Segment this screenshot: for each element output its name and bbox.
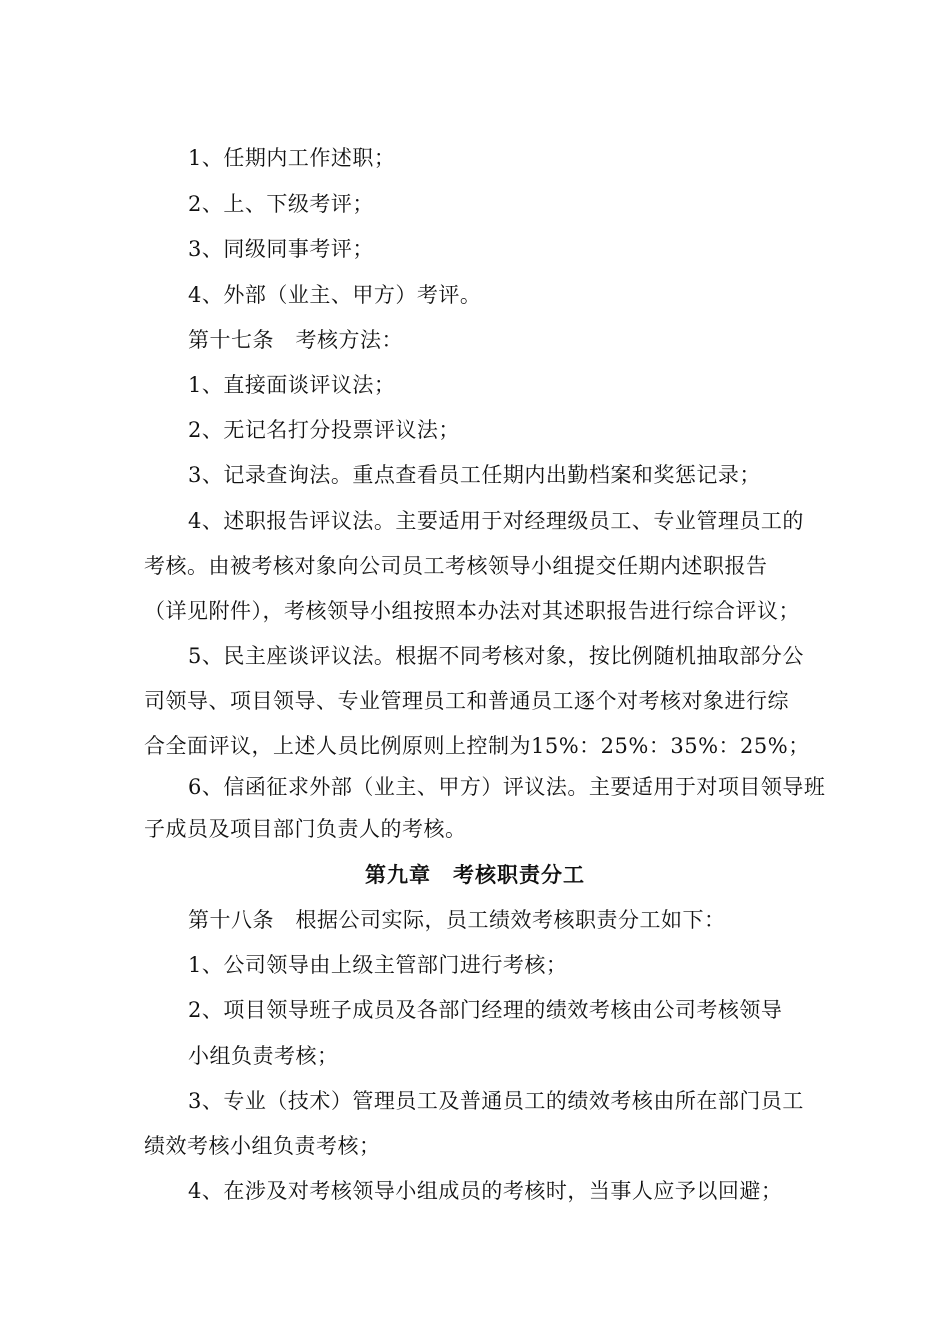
duty-item-staff-line2: 绩效考核小组负责考核； xyxy=(144,1134,381,1158)
method-item-record-query: 3、记录查询法。重点查看员工任期内出勤档案和奖惩记录； xyxy=(188,463,761,487)
duty-item-project-leaders-line2: 小组负责考核； xyxy=(188,1044,339,1068)
list-item-external-review: 4、外部（业主、甲方）考评。 xyxy=(188,283,482,307)
method-item-report-review-line2: 考核。由被考核对象向公司员工考核领导小组提交任期内述职报告 xyxy=(144,554,768,578)
method-item-report-review-line3: （详见附件），考核领导小组按照本办法对其述职报告进行综合评议； xyxy=(144,599,800,623)
list-item-superior-subordinate-review: 2、上、下级考评； xyxy=(188,192,374,216)
method-item-letter-line2: 子成员及项目部门负责人的考核。 xyxy=(144,817,467,841)
duty-item-recusal: 4、在涉及对考核领导小组成员的考核时，当事人应予以回避； xyxy=(188,1179,783,1203)
method-item-democratic-line2: 司领导、项目领导、专业管理员工和普通员工逐个对考核对象进行综 xyxy=(144,689,789,713)
duty-item-project-leaders-line1: 2、项目领导班子成员及各部门经理的绩效考核由公司考核领导 xyxy=(188,998,783,1022)
method-item-report-review-line1: 4、述职报告评议法。主要适用于对经理级员工、专业管理员工的 xyxy=(188,509,804,533)
method-item-letter-line1: 6、信函征求外部（业主、甲方）评议法。主要适用于对项目领导班 xyxy=(188,775,826,799)
list-item-peer-review: 3、同级同事考评； xyxy=(188,237,374,261)
article-17-heading: 第十七条 考核方法： xyxy=(188,328,403,352)
article-18-heading: 第十八条 根据公司实际，员工绩效考核职责分工如下： xyxy=(188,908,726,932)
chapter-9-title: 第九章 考核职责分工 xyxy=(365,863,585,887)
method-item-democratic-line3: 合全面评议，上述人员比例原则上控制为15%：25%：35%：25%； xyxy=(144,734,810,758)
method-item-interview: 1、直接面谈评议法； xyxy=(188,373,396,397)
duty-item-staff-line1: 3、专业（技术）管理员工及普通员工的绩效考核由所在部门员工 xyxy=(188,1089,804,1113)
method-item-anonymous-vote: 2、无记名打分投票评议法； xyxy=(188,418,460,442)
duty-item-company-leaders: 1、公司领导由上级主管部门进行考核； xyxy=(188,953,568,977)
method-item-democratic-line1: 5、民主座谈评议法。根据不同考核对象，按比例随机抽取部分公 xyxy=(188,644,804,668)
list-item-work-report: 1、任期内工作述职； xyxy=(188,146,396,170)
